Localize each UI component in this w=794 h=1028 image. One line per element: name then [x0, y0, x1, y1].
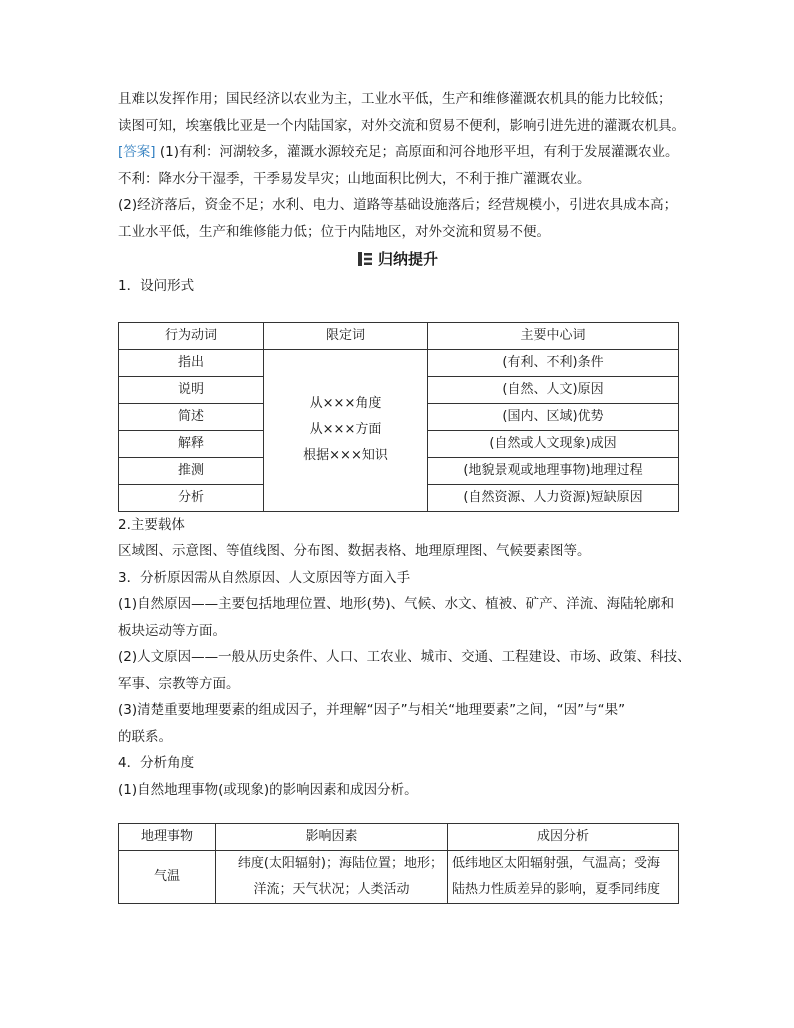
answer-line-1: [118, 139, 678, 166]
table-row: [119, 851, 679, 904]
verb-cell: 说明: [119, 376, 264, 403]
factors-cell: [216, 851, 448, 904]
center-word-cell: (有利、不利)条件: [428, 349, 679, 376]
answer-tag: [答案]: [118, 144, 156, 160]
center-word-cell: (自然或人文现象)成因: [428, 430, 679, 457]
section-3-p1-line-2: 板块运动等方面。: [118, 622, 226, 639]
section-4-subtitle: (1)自然地理事物(或现象)的影响因素和成因分析。: [118, 781, 418, 798]
verb-cell: 推测: [119, 457, 264, 484]
section-3-p3-line-1: (3)清楚重要地理要素的组成因子，并理解“因子”与相关“地理要素”之间，“因”与“果”: [118, 702, 626, 718]
answer-text-1: (1)有利：河湖较多，灌溉水源较充足；高原面和河谷地形平坦，有利于发展灌溉农业。: [159, 144, 679, 160]
factors-line: 纬度(太阳辐射)；海陆位置；地形；: [237, 856, 443, 871]
table-header-cell: 行为动词: [119, 322, 264, 349]
center-word-cell: (地貌景观或地理事物)地理过程: [428, 457, 679, 484]
analysis-cell: [448, 851, 679, 904]
center-word-cell: (自然资源、人力资源)短缺原因: [428, 484, 679, 511]
geo-thing-cell: 气温: [119, 851, 216, 904]
section-3-p3-line-2: 的联系。: [118, 728, 172, 745]
qualifier-line: 根据×××知识: [303, 448, 388, 463]
section-2-text: 区域图、示意图、等值线图、分布图、数据表格、地理原理图、气候要素图等。: [118, 543, 591, 559]
answer-line-3: (2)经济落后，资金不足；水利、电力、道路等基础设施落后；经营规模小，引进农具成本高；: [118, 197, 678, 213]
factor-analysis-table: [118, 823, 679, 904]
list-heading-icon: [358, 252, 372, 266]
verb-cell: 简述: [119, 403, 264, 430]
table-header-cell: 地理事物: [119, 824, 216, 851]
table-row: [119, 349, 679, 376]
section-3-p1-line-1: (1)自然原因——主要包括地理位置、地形(势)、气候、水文、植被、矿产、洋流、海陆轮廓和: [118, 596, 675, 612]
table-header-cell: 限定词: [264, 322, 428, 349]
analysis-line: 陆热力性质差异的影响，夏季同纬度: [452, 882, 661, 897]
answer-line-2: 不利：降水分干湿季，干季易发旱灾；山地面积比例大，不利于推广灌溉农业。: [118, 170, 591, 187]
center-word-cell: (国内、区域)优势: [428, 403, 679, 430]
factors-line: 洋流；天气状况；人类活动: [253, 882, 410, 897]
question-form-table: [118, 322, 679, 512]
section-1-title: 1．设问形式: [118, 278, 195, 294]
section-4-title: 4．分析角度: [118, 755, 195, 771]
table-header-cell: 影响因素: [216, 824, 448, 851]
verb-cell: 指出: [119, 349, 264, 376]
section-3-p2-line-2: 军事、宗教等方面。: [118, 675, 240, 692]
section-header: [118, 245, 678, 273]
intro-line-1: 且难以发挥作用；国民经济以农业为主，工业水平低，生产和维修灌溉农机具的能力比较低；: [118, 91, 672, 107]
table-header-cell: 主要中心词: [428, 322, 679, 349]
analysis-line: 低纬地区太阳辐射强，气温高；受海: [452, 856, 661, 871]
answer-line-4: 工业水平低，生产和维修能力低；位于内陆地区，对外交流和贸易不便。: [118, 223, 550, 240]
table-header-row: [119, 824, 679, 851]
qualifier-line: 从×××方面: [309, 422, 382, 437]
center-word-cell: (自然、人文)原因: [428, 376, 679, 403]
intro-line-2: 读图可知，埃塞俄比亚是一个内陆国家，对外交流和贸易不便利，影响引进先进的灌溉农机具。: [118, 117, 685, 134]
verb-cell: 分析: [119, 484, 264, 511]
section-2-title: 2.主要载体: [118, 516, 185, 533]
qualifier-cell: [264, 349, 428, 511]
section-title: 归纳提升: [377, 250, 438, 268]
section-3-title: 3．分析原因需从自然原因、人文原因等方面入手: [118, 569, 411, 586]
table-header-row: [119, 322, 679, 349]
section-3-p2-line-1: (2)人文原因——一般从历史条件、人口、工农业、城市、交通、工程建设、市场、政策、科技、: [118, 649, 691, 665]
document-page: [118, 86, 691, 904]
table-header-cell: 成因分析: [448, 824, 679, 851]
qualifier-line: 从×××角度: [309, 396, 382, 411]
verb-cell: 解释: [119, 430, 264, 457]
